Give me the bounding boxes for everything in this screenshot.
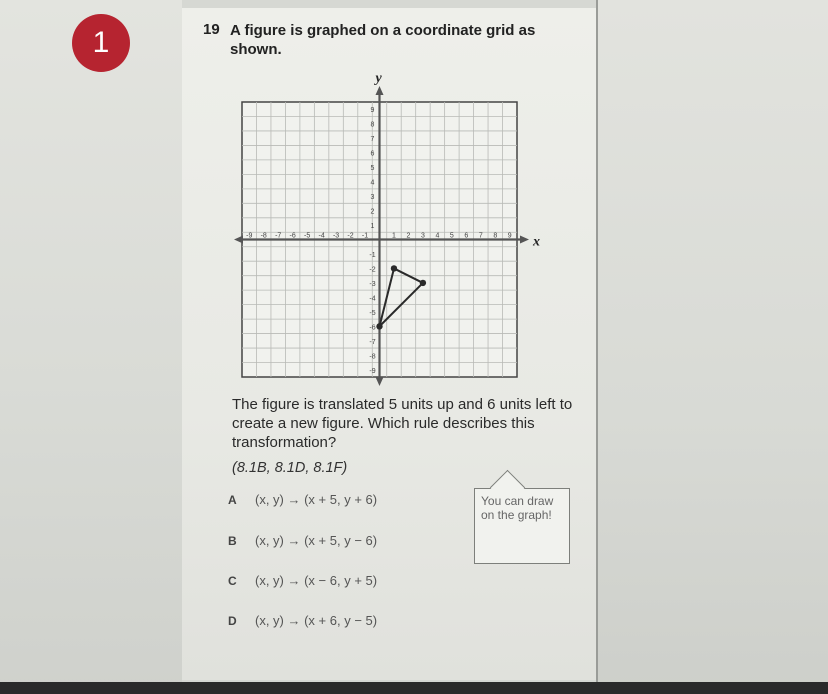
x-tick-label: -3 <box>332 232 340 240</box>
right-margin <box>598 0 828 694</box>
option-b-letter: B <box>228 534 237 548</box>
y-tick-label: -6 <box>369 324 376 332</box>
option-b-rule: (x, y) → (x + 5, y − 6) <box>255 533 378 548</box>
y-tick-label: -7 <box>369 338 376 346</box>
bottom-bar <box>0 682 828 694</box>
x-tick-label: -4 <box>318 232 325 240</box>
option-d-letter: D <box>228 614 237 628</box>
hint-callout <box>474 488 570 564</box>
x-tick-label: 3 <box>420 232 425 240</box>
y-tick-label: -5 <box>369 309 376 317</box>
x-tick-label: -1 <box>361 232 369 240</box>
question-title: A figure is graphed on a coordinate grid as shown. <box>230 22 536 58</box>
x-tick-label: 1 <box>392 232 396 240</box>
y-tick-label: -2 <box>369 266 376 274</box>
y-tick-label: 7 <box>370 136 375 144</box>
y-tick-label: -3 <box>369 280 376 288</box>
y-axis-label: y <box>375 71 382 86</box>
option-d-rule: (x, y) → (x + 6, y − 5) <box>255 613 378 628</box>
triangle-vertex <box>376 323 382 329</box>
x-tick-label: -6 <box>289 232 296 240</box>
x-axis-label: x <box>533 234 540 250</box>
y-tick-label: -8 <box>369 353 376 361</box>
left-margin <box>0 0 182 694</box>
option-a-letter: A <box>228 493 237 507</box>
x-tick-label: 2 <box>406 232 411 240</box>
option-c-letter: C <box>228 574 237 588</box>
y-tick-label: 6 <box>370 150 375 158</box>
x-tick-label: -9 <box>246 232 253 240</box>
y-tick-label: 3 <box>370 194 375 202</box>
x-tick-label: -5 <box>304 232 311 240</box>
triangle-vertex <box>391 265 397 271</box>
x-axis-arrow-left <box>234 236 243 244</box>
standards-label: (8.1B, 8.1D, 8.1F) <box>232 460 348 476</box>
x-tick-label: -2 <box>347 232 354 240</box>
y-tick-label: 2 <box>370 208 375 216</box>
y-tick-label: 5 <box>370 165 375 173</box>
y-tick-label: -4 <box>369 295 376 303</box>
x-tick-label: 7 <box>478 232 483 240</box>
y-tick-label: 9 <box>370 107 375 115</box>
x-tick-label: 5 <box>449 232 454 240</box>
option-c-rule: (x, y) → (x − 6, y + 5) <box>255 573 378 588</box>
coordinate-grid[interactable] <box>236 71 540 382</box>
x-tick-label: 8 <box>493 232 498 240</box>
triangle-vertex <box>420 280 426 286</box>
x-tick-label: 4 <box>435 232 440 240</box>
y-tick-label: -1 <box>369 251 376 259</box>
y-tick-label: -9 <box>369 367 376 375</box>
question-number: 19 <box>203 21 220 38</box>
y-tick-label: 8 <box>370 121 375 129</box>
y-axis-arrow <box>376 86 384 95</box>
option-a-rule: (x, y) → (x + 5, y + 6) <box>255 492 378 507</box>
x-tick-label: 9 <box>507 232 512 240</box>
question-prompt: The figure is translated 5 units up and 6 units left to create a new figure. Which rule describes this transformation? <box>232 396 573 451</box>
y-tick-label: 1 <box>370 223 375 231</box>
hint-text: You can draw on the graph! <box>481 494 554 522</box>
problem-number-badge: 1 <box>72 14 130 72</box>
x-axis-arrow <box>520 236 529 244</box>
x-tick-label: -7 <box>275 232 282 240</box>
y-tick-label: 4 <box>370 179 375 187</box>
x-tick-label: -8 <box>260 232 267 240</box>
x-tick-label: 6 <box>464 232 469 240</box>
